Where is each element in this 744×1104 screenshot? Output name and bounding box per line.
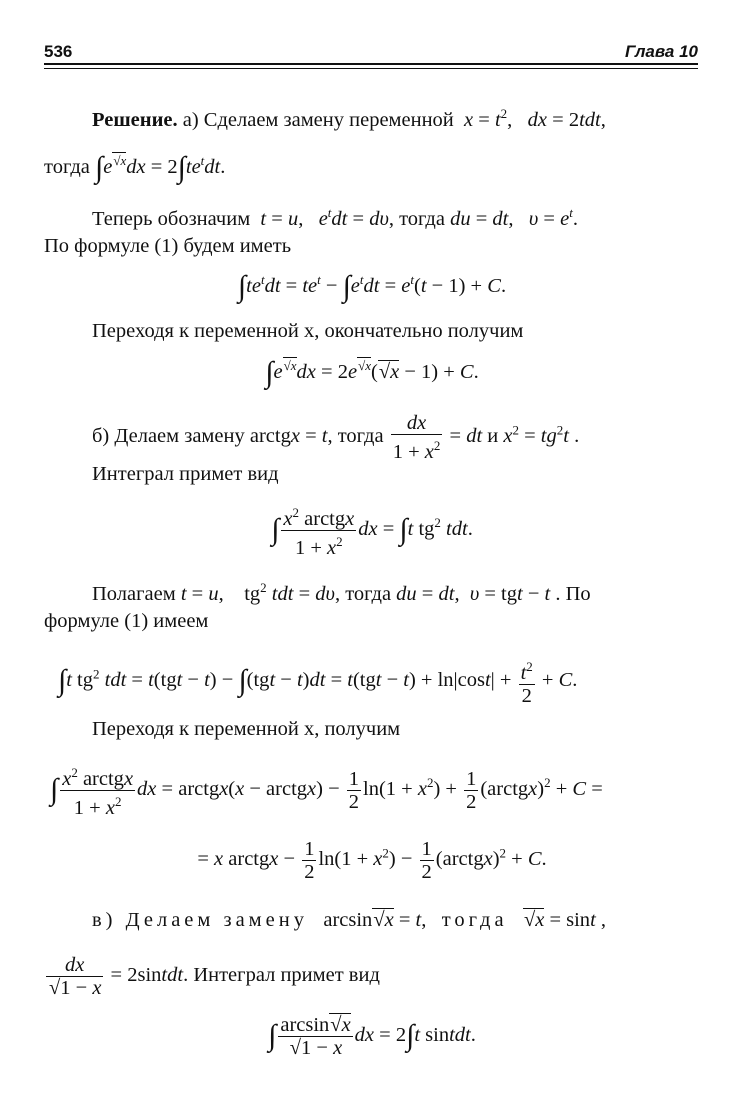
text-line: Теперь обозначим t = u, $e^tdt = d\upsilon$, тогда du = dt, $\upsilon = e^t$.: [92, 205, 578, 230]
formula: ∫ $\frac{\arcsin√x}{√1 - x}$ dx = 2∫t sintdt.: [268, 1014, 476, 1059]
text-line: Интеграл примет вид: [92, 463, 279, 485]
text-line: Переходя к переменной x, окончательно получим: [92, 320, 524, 342]
header-rule-thin: [44, 68, 698, 69]
formula: $\int te^tdt = te^t - \int e^tdt = e^t(t - 1) + C$.: [237, 270, 507, 303]
formula: ∫ $\frac{x^2 arctgx}{1 + x^2}$ dx = arctgx(x − arctgx) − $\frac{1}{2}$ $\ln(1 + x^2)$ + $\frac{1}{2}$ (arctgx)$^2$ + C =: [50, 762, 603, 819]
chapter-title: Глава 10: [625, 42, 698, 61]
text-line: Полагаем t = u, $tg^2$ tdt = dυ, тогда du = dt, υ = tgt − t . По: [92, 580, 591, 605]
page-header: [44, 42, 698, 64]
text-line: $\frac{dx}{√1 - x}$ = 2sintdt. Интеграл примет вид: [44, 954, 380, 999]
text-line: б) Делаем замену arctgx = t, тогда $\frac{dx}{1 + x^2}$ = dt и $x^2 = tg^2t$ .: [92, 412, 580, 463]
formula: $\int e^{√x}dx = 2e^{√x}(√x - 1) + C$.: [265, 356, 479, 389]
formula: ∫t $tg^2$ tdt = t(tgt − t) − ∫(tgt − t)dt = t(tgt − t) + ln|cost| + $\frac{t^2}{2}$ + C.: [58, 656, 577, 707]
formula: ∫ $\frac{x^2 arctgx}{1 + x^2}$ dx = ∫t $tg^2$ tdt.: [0, 502, 744, 559]
page-number: 536: [44, 42, 73, 61]
text-line: По формуле (1) будем иметь: [44, 235, 292, 257]
formula: = x arctgx − $\frac{1}{2}$ $\ln(1 + x^2)$ − $\frac{1}{2}$ (arctgx)$^2$ + C.: [197, 838, 547, 883]
text-line: тогда $\int e^{√x}dx = 2\int te^tdt$.: [44, 150, 226, 184]
text-line: формуле (1) имеем: [44, 610, 209, 632]
text-line: Переходя к переменной x, получим: [92, 718, 401, 740]
text-line: в) Делаем замену arcsin√x = t, тогда √x = sint ,: [92, 909, 607, 931]
text-line: Решение. а) Сделаем замену переменной $x = t^2$, dx = 2tdt,: [92, 106, 606, 131]
header-rule: [44, 63, 698, 65]
